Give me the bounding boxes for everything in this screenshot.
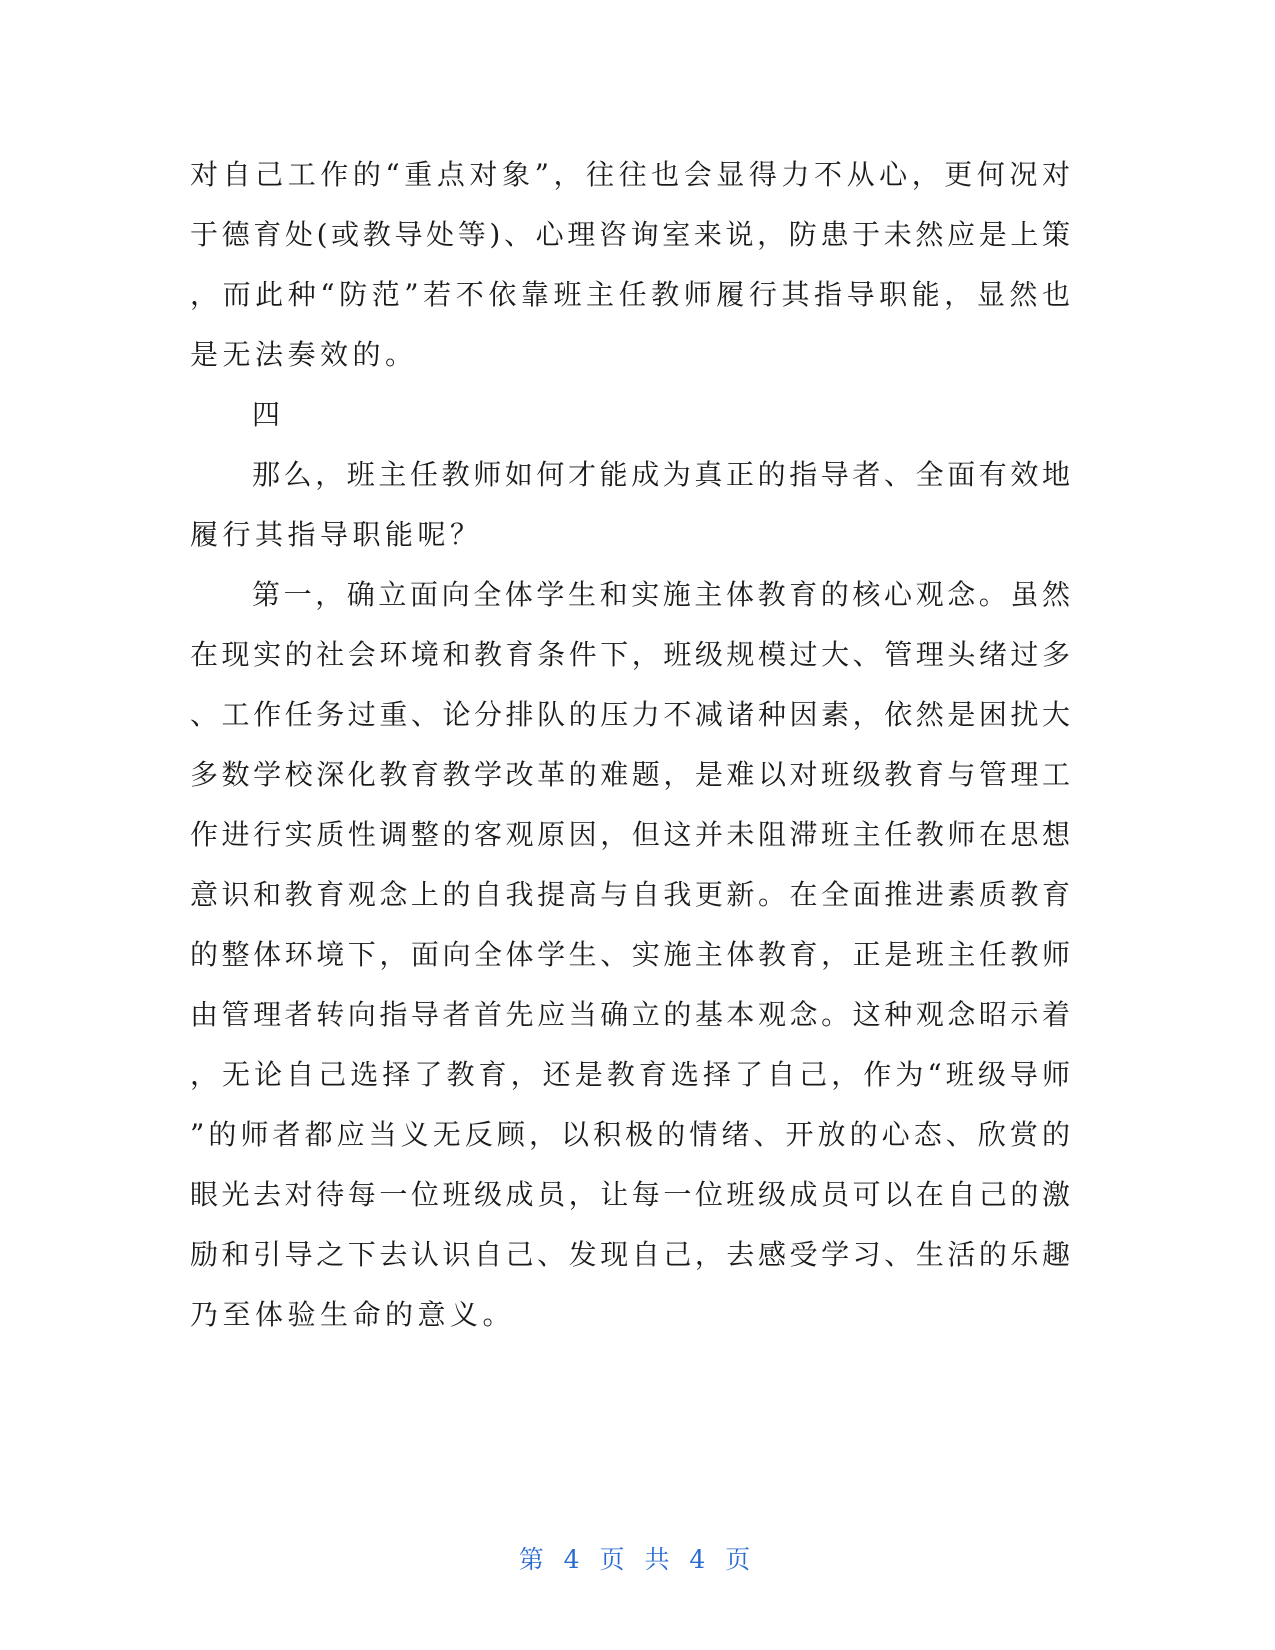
paragraph-line: 对自己工作的“重点对象”，往往也会显得力不从心，更何况对 <box>190 158 1070 191</box>
paragraph-line: 由管理者转向指导者首先应当确立的基本观念。这种观念昭示着 <box>190 998 1070 1031</box>
paragraph-line: 意识和教育观念上的自我提高与自我更新。在全面推进素质教育 <box>190 878 1070 911</box>
paragraph-line: 在现实的社会环境和教育条件下，班级规模过大、管理头绪过多 <box>190 638 1070 671</box>
paragraph-line: 多数学校深化教育教学改革的难题，是难以对班级教育与管理工 <box>190 758 1070 791</box>
paragraph-line: 的整体环境下，面向全体学生、实施主体教育，正是班主任教师 <box>190 938 1070 971</box>
paragraph-line: 那么，班主任教师如何才能成为真正的指导者、全面有效地 <box>252 458 1070 491</box>
paragraph-line: ”的师者都应当义无反顾，以积极的情绪、开放的心态、欣赏的 <box>190 1118 1070 1151</box>
paragraph-line: 乃至体验生命的意义。 <box>190 1298 516 1331</box>
paragraph-line: ，而此种“防范”若不依靠班主任教师履行其指导职能，显然也 <box>190 278 1070 311</box>
paragraph-line: 作进行实质性调整的客观原因，但这并未阻滞班主任教师在思想 <box>190 818 1070 851</box>
section-heading: 四 <box>252 398 285 431</box>
paragraph-line: 励和引导之下去认识自己、发现自己，去感受学习、生活的乐趣 <box>190 1238 1070 1271</box>
paragraph-line: 是无法奏效的。 <box>190 338 418 371</box>
paragraph-line: 履行其指导职能呢？ <box>190 518 483 551</box>
paragraph-line: 于德育处(或教导处等)、心理咨询室来说，防患于未然应是上策 <box>190 218 1070 251</box>
paragraph-line: 第一，确立面向全体学生和实施主体教育的核心观念。虽然 <box>252 578 1070 611</box>
paragraph-line: ，无论自己选择了教育，还是教育选择了自己，作为“班级导师 <box>190 1058 1070 1091</box>
paragraph-line: 眼光去对待每一位班级成员，让每一位班级成员可以在自己的激 <box>190 1178 1070 1211</box>
page-number-footer: 第 4 页 共 4 页 <box>518 1545 757 1574</box>
document-body <box>190 145 1070 1345</box>
paragraph-line: 、工作任务过重、论分排队的压力不减诸种因素，依然是困扰大 <box>190 698 1070 731</box>
